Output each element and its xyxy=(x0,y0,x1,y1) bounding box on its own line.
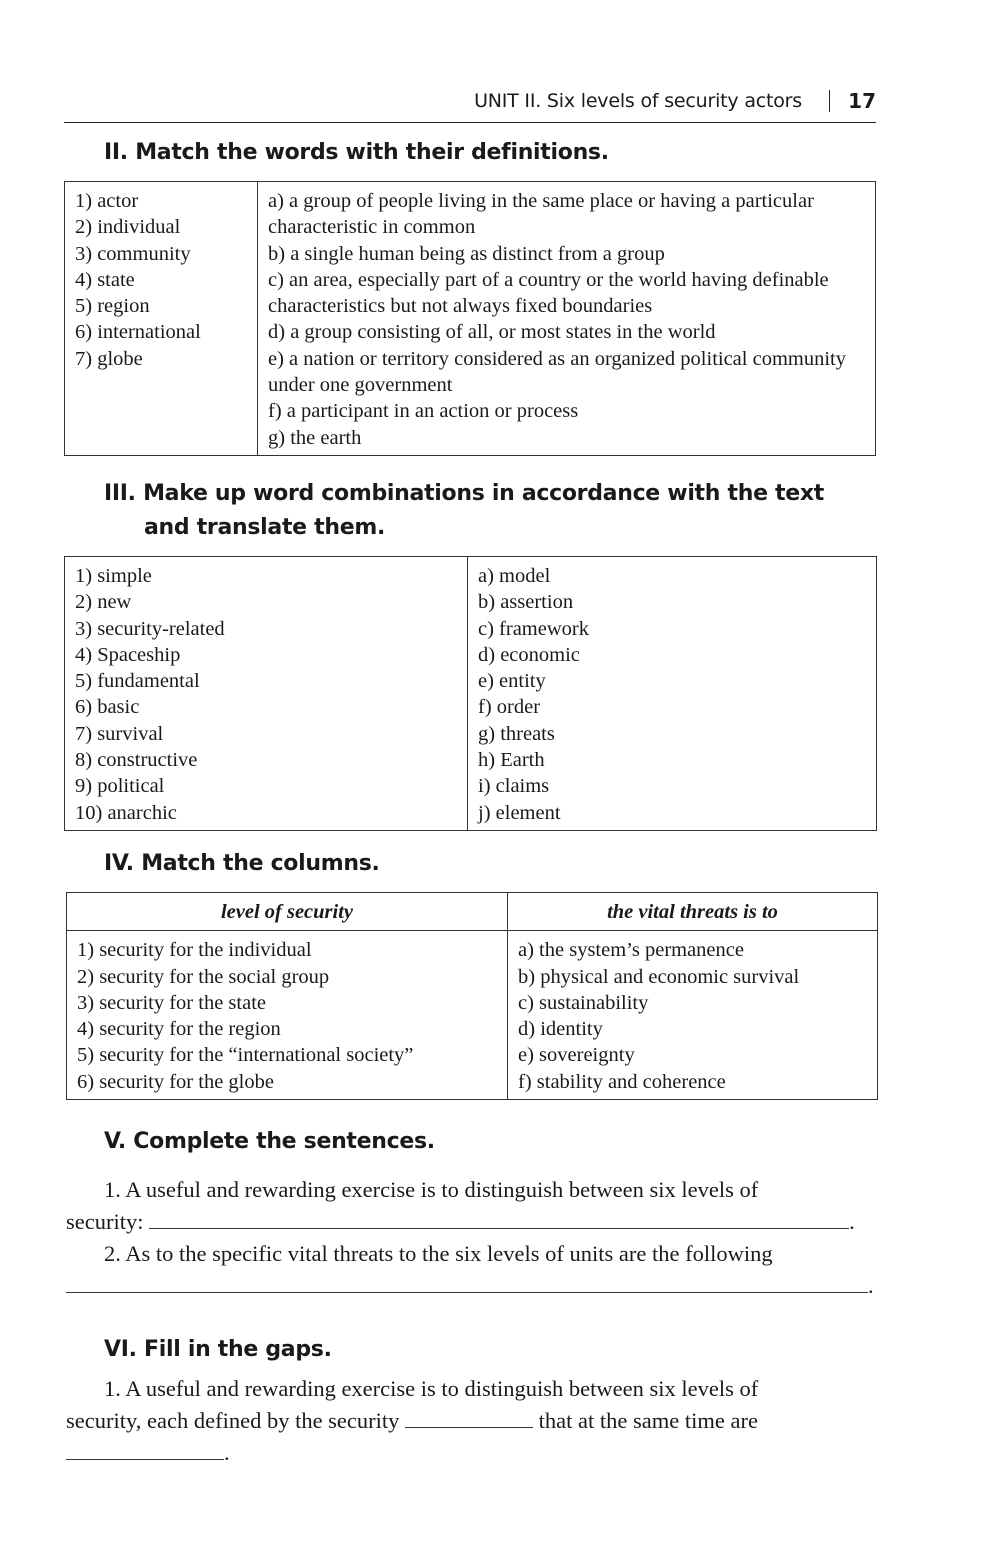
combination-left-item: 10) anarchic xyxy=(75,801,177,824)
threat-item: c) sustainability xyxy=(518,991,649,1014)
exercise-6-text xyxy=(66,1373,878,1469)
level-item: 5) security for the “international society” xyxy=(77,1044,414,1067)
exercise-2-table xyxy=(64,181,876,456)
exercise-3-heading-line1: III. Make up word combinations in accordance with the text xyxy=(104,481,824,506)
word-item: 6) international xyxy=(75,321,201,344)
combination-right-item: c) framework xyxy=(478,617,589,640)
threats-column xyxy=(508,931,878,1100)
combination-left-item: 1) simple xyxy=(75,565,152,587)
sentence-1-start: security: xyxy=(66,1209,144,1234)
level-item: 1) security for the individual xyxy=(77,939,312,962)
definition-item: f) a participant in an action or process xyxy=(268,400,579,423)
gap-sentence-start: security, each defined by the security xyxy=(66,1408,400,1433)
definition-item: d) a group consisting of all, or most states in the world xyxy=(268,321,716,344)
combination-right-item: a) model xyxy=(478,565,551,587)
threat-item: e) sovereignty xyxy=(518,1044,635,1067)
level-of-security-header: level of security xyxy=(67,893,508,931)
exercise-2-heading: II. Match the words with their definitions. xyxy=(104,140,609,165)
combination-left-item: 9) political xyxy=(75,775,165,798)
combination-right-item: b) assertion xyxy=(478,591,574,614)
level-item: 3) security for the state xyxy=(77,991,266,1014)
word-item: 2) individual xyxy=(75,216,181,239)
exercise-3-table xyxy=(64,556,877,831)
exercise-4-heading: IV. Match the columns. xyxy=(104,851,380,876)
combination-right-item: i) claims xyxy=(478,775,550,798)
definition-item: c) an area, especially part of a country or the world having definable characteristics but not always fixed boundaries xyxy=(268,268,829,318)
combination-left-item: 4) Spaceship xyxy=(75,643,181,666)
word-item: 3) community xyxy=(75,242,191,265)
combination-right-item: g) threats xyxy=(478,722,555,745)
gap-sentence-line-2 xyxy=(66,1405,878,1437)
gap-sentence-line-3 xyxy=(66,1437,878,1469)
combination-right-item: f) order xyxy=(478,696,541,719)
sentence-2-line-1: 2. As to the specific vital threats to the six levels of units are the following xyxy=(104,1241,773,1266)
level-item: 2) security for the social group xyxy=(77,965,330,988)
header-separator xyxy=(829,90,831,112)
combination-right-item: e) entity xyxy=(478,670,546,693)
gap-sentence-period: . xyxy=(224,1440,230,1465)
running-head xyxy=(64,86,876,123)
sentence-1-period: . xyxy=(849,1209,855,1234)
threat-item: f) stability and coherence xyxy=(518,1070,726,1093)
threat-item: a) the system’s permanence xyxy=(518,939,744,962)
sentence-2-period: . xyxy=(868,1273,874,1298)
combination-right-item: j) element xyxy=(478,801,561,824)
combination-left-item: 7) survival xyxy=(75,722,164,745)
definition-item: b) a single human being as distinct from a group xyxy=(268,242,665,265)
combination-left-column xyxy=(65,557,468,831)
word-item: 5) region xyxy=(75,295,150,318)
gap-blank[interactable] xyxy=(405,1405,533,1428)
answer-blank[interactable] xyxy=(66,1270,868,1293)
level-item: 4) security for the region xyxy=(77,1018,281,1041)
combination-left-item: 6) basic xyxy=(75,696,140,719)
level-column xyxy=(67,931,508,1100)
exercise-3-heading-line2: and translate them. xyxy=(144,515,386,540)
definition-item: g) the earth xyxy=(268,426,362,449)
page-number: 17 xyxy=(848,89,876,113)
sentence-1-line-2 xyxy=(66,1206,878,1238)
level-item: 6) security for the globe xyxy=(77,1070,274,1093)
combination-left-item: 8) constructive xyxy=(75,749,198,772)
exercise-5-text xyxy=(66,1174,878,1302)
combination-right-item: d) economic xyxy=(478,643,580,666)
combination-left-item: 5) fundamental xyxy=(75,670,200,693)
combination-left-item: 3) security-related xyxy=(75,617,225,640)
word-item: 7) globe xyxy=(75,347,143,370)
definition-item: a) a group of people living in the same place or having a particular characteristic in common xyxy=(268,190,814,239)
exercise-6-heading: VI. Fill in the gaps. xyxy=(104,1337,332,1362)
definitions-column xyxy=(258,182,876,456)
words-column xyxy=(65,182,258,456)
sentence-1-line-1: 1. A useful and rewarding exercise is to distinguish between six levels of xyxy=(104,1177,759,1202)
vital-threats-header: the vital threats is to xyxy=(508,893,878,931)
threat-item: d) identity xyxy=(518,1018,603,1041)
gap-sentence-end: that at the same time are xyxy=(538,1408,758,1433)
answer-blank[interactable] xyxy=(149,1206,849,1229)
word-item: 4) state xyxy=(75,268,135,291)
exercise-5-heading: V. Complete the sentences. xyxy=(104,1129,435,1154)
word-item: 1) actor xyxy=(75,190,139,212)
threat-item: b) physical and economic survival xyxy=(518,965,800,988)
definition-item: e) a nation or territory considered as an organized political community under one government xyxy=(268,347,846,397)
sentence-2-line-2 xyxy=(66,1270,878,1302)
exercise-4-table xyxy=(66,892,878,1100)
combination-right-item: h) Earth xyxy=(478,749,545,772)
gap-blank[interactable] xyxy=(66,1437,224,1460)
combination-right-column xyxy=(468,557,877,831)
combination-left-item: 2) new xyxy=(75,591,132,614)
gap-sentence-line-1: 1. A useful and rewarding exercise is to distinguish between six levels of xyxy=(104,1376,759,1401)
running-title: UNIT II. Six levels of security actors xyxy=(474,90,802,112)
exercise-3-heading xyxy=(104,477,824,545)
